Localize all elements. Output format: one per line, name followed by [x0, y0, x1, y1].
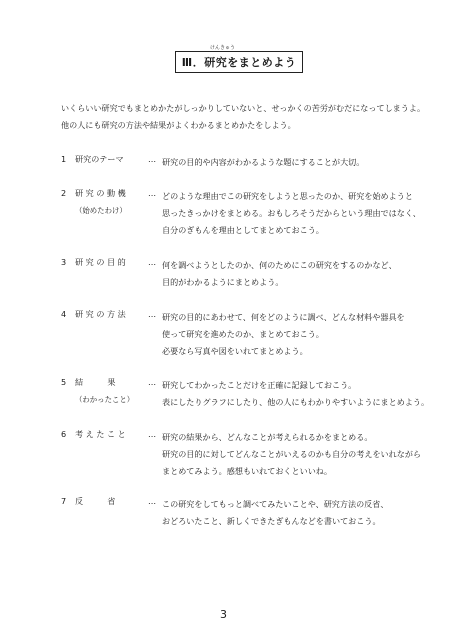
- section-title: Ⅲ．研究をまとめよう: [175, 51, 303, 73]
- item-leader: …: [148, 257, 157, 267]
- description-line: どのような理由でこの研究をしようと思ったのか、研究を始めようと: [162, 191, 413, 201]
- item-number: 3: [61, 257, 67, 267]
- item-number: 5: [61, 377, 67, 387]
- item-description: [162, 429, 452, 480]
- item-description: [162, 257, 452, 291]
- item-description: [162, 496, 452, 530]
- intro-line: いくらいい研究でもまとめかたがしっかりしていないと、せっかくの苦労がむだになってしまうよ。: [61, 103, 426, 113]
- item-leader: …: [148, 496, 157, 506]
- item-leader: …: [148, 154, 157, 164]
- item-label: 研 究 の 目 的: [75, 257, 126, 267]
- item-sublabel: （わかったこと）: [75, 395, 135, 404]
- item-sublabel: （始めたわけ）: [75, 206, 127, 215]
- description-line: まとめてみよう。感想もいれておくといいね。: [162, 466, 332, 476]
- item-description: [162, 309, 452, 360]
- description-line: 何を調べようとしたのか、何のためにこの研究をするのかなど、: [162, 260, 397, 270]
- description-line: 必要なら写真や図をいれてまとめよう。: [162, 346, 308, 356]
- description-line: 研究の結果から、どんなことが考えられるかをまとめる。: [162, 432, 373, 442]
- item-label: 研 究 の 方 法: [75, 309, 126, 319]
- item-description: [162, 377, 452, 411]
- intro-line: 他の人にも研究の方法や結果がよくわかるまとめかたをしよう。: [61, 120, 296, 130]
- description-line: 研究してわかったことだけを正確に記録しておこう。: [162, 380, 357, 390]
- item-label: 反 省: [75, 496, 116, 506]
- description-line: 目的がわかるようにまとめよう。: [162, 277, 284, 287]
- item-number: 4: [61, 309, 67, 319]
- description-line: 使って研究を進めたのか、まとめておこう。: [162, 329, 324, 339]
- item-number: 2: [61, 188, 67, 198]
- item-leader: …: [148, 429, 157, 439]
- item-label: 考 え た こ と: [75, 429, 126, 439]
- item-number: 7: [61, 496, 67, 506]
- description-line: 研究の目的に対してどんなことがいえるのかも自分の考えをいれながら: [162, 449, 422, 459]
- item-label: 研究のテーマ: [75, 154, 124, 164]
- description-line: 自分のぎもんを理由としてまとめておこう。: [162, 225, 324, 235]
- item-number: 6: [61, 429, 67, 439]
- item-label: 研 究 の 動 機: [75, 188, 126, 198]
- description-line: この研究をしてもっと調べてみたいことや、研究方法の反省、: [162, 499, 389, 509]
- description-line: 表にしたりグラフにしたり、他の人にもわかりやすいようにまとめよう。: [162, 397, 430, 407]
- description-line: 研究の目的にあわせて、何をどのように調べ、どんな材料や器具を: [162, 312, 405, 322]
- intro-paragraph: [61, 100, 451, 134]
- description-line: おどろいたこと、新しくできたぎもんなどを書いておこう。: [162, 516, 381, 526]
- page-number: 3: [220, 608, 227, 621]
- item-leader: …: [148, 309, 157, 319]
- item-number: 1: [61, 154, 67, 164]
- title-ruby: けんきゅう: [210, 45, 236, 51]
- item-leader: …: [148, 188, 157, 198]
- item-leader: …: [148, 377, 157, 387]
- item-label: 結 果: [75, 377, 116, 387]
- description-line: 思ったきっかけをまとめる。おもしろそうだからという理由ではなく、: [162, 208, 421, 218]
- item-description: [162, 154, 452, 171]
- description-line: 研究の目的や内容がわかるような題にすることが大切。: [162, 157, 365, 167]
- item-description: [162, 188, 452, 239]
